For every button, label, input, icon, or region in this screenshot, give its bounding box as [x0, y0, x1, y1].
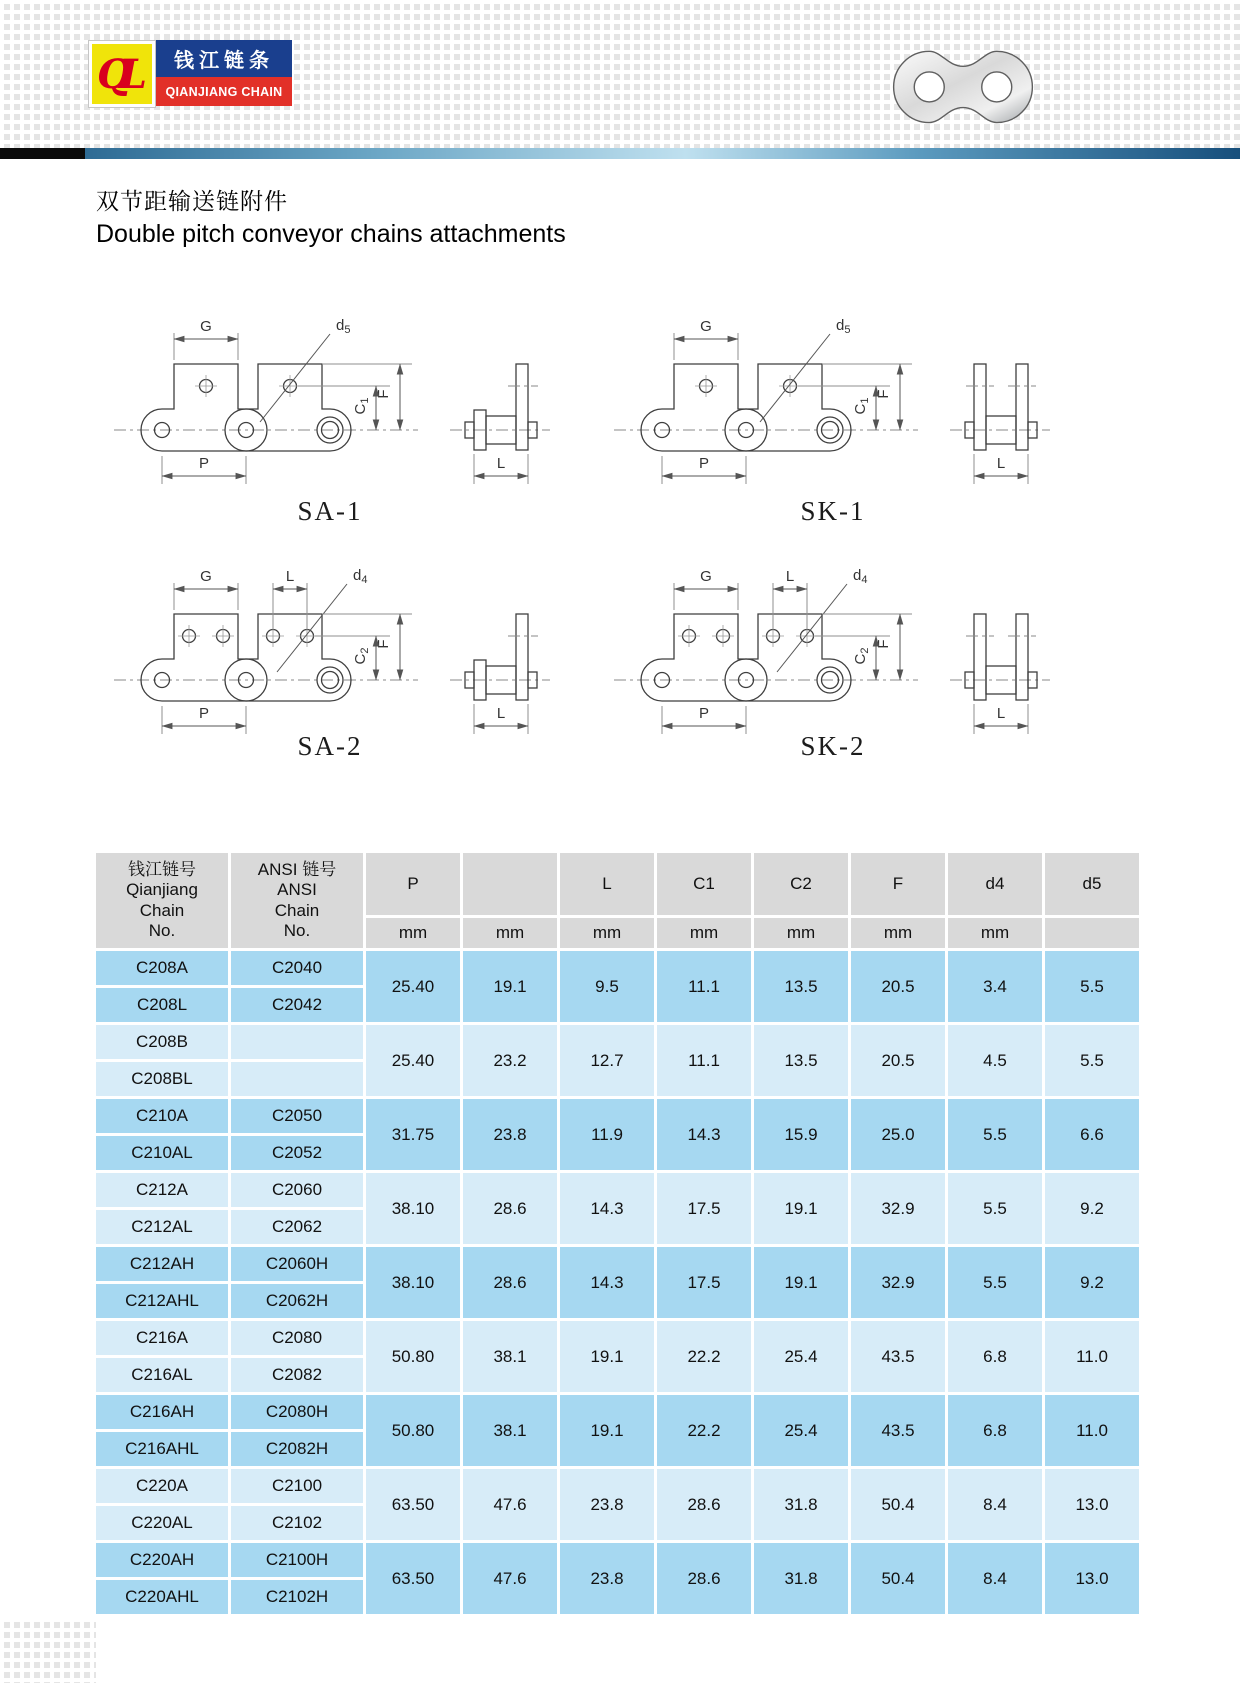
dim-label: L: [496, 705, 506, 722]
ansi-chain-no-cell: C2100H: [231, 1543, 363, 1577]
dim-label: $C_2$: [852, 647, 871, 665]
chain-row: [96, 1321, 1139, 1355]
brand-name-en: QIANJIANG CHAIN: [156, 77, 292, 106]
chain-row: [96, 1173, 1139, 1207]
divider-black-segment: [0, 148, 85, 159]
dim-value-cell: 47.6: [463, 1469, 557, 1540]
dim-label: $d_5$: [836, 317, 851, 336]
unit-cell: mm: [948, 918, 1042, 948]
dim-value-cell: 11.9: [560, 1099, 654, 1170]
dim-value-cell: 5.5: [1045, 951, 1139, 1022]
chain-row: [96, 1099, 1139, 1133]
dim-header-cell: C2: [754, 853, 848, 915]
dim-value-cell: 9.2: [1045, 1173, 1139, 1244]
dim-value-cell: 23.8: [463, 1099, 557, 1170]
brand-logo: [88, 40, 292, 108]
qianjiang-chain-no-cell: C220A: [96, 1469, 228, 1503]
qianjiang-chain-no-cell: C220AL: [96, 1506, 228, 1540]
dim-label: $d_4$: [853, 567, 868, 586]
dim-value-cell: 9.5: [560, 951, 654, 1022]
header-divider: [0, 148, 1240, 159]
brand-monogram-box: [88, 40, 156, 108]
dim-value-cell: 43.5: [851, 1321, 945, 1392]
dim-value-cell: 3.4: [948, 951, 1042, 1022]
dim-label: L: [496, 455, 506, 472]
dim-value-cell: 32.9: [851, 1247, 945, 1318]
dim-value-cell: 50.4: [851, 1543, 945, 1614]
qianjiang-chain-no-header: 钱江链号 Qianjiang Chain No.: [96, 853, 228, 948]
dim-value-cell: 19.1: [463, 951, 557, 1022]
dim-value-cell: 8.4: [948, 1469, 1042, 1540]
title-block: [96, 183, 566, 249]
dim-value-cell: 12.7: [560, 1025, 654, 1096]
dim-value-cell: 5.5: [948, 1247, 1042, 1318]
ansi-chain-no-header: ANSI 链号 ANSI Chain No.: [231, 853, 363, 948]
dim-label: G: [200, 568, 212, 585]
dim-value-cell: 11.0: [1045, 1395, 1139, 1466]
dim-value-cell: 50.80: [366, 1395, 460, 1466]
dim-value-cell: 11.0: [1045, 1321, 1139, 1392]
dim-value-cell: 23.8: [560, 1469, 654, 1540]
dim-value-cell: 25.40: [366, 951, 460, 1022]
dim-value-cell: 28.6: [463, 1247, 557, 1318]
dim-value-cell: 25.0: [851, 1099, 945, 1170]
dim-value-cell: 6.6: [1045, 1099, 1139, 1170]
dim-value-cell: 15.9: [754, 1099, 848, 1170]
dim-value-cell: 19.1: [560, 1321, 654, 1392]
dim-value-cell: 20.5: [851, 1025, 945, 1096]
dim-value-cell: 14.3: [657, 1099, 751, 1170]
dim-label: F: [875, 389, 892, 399]
dim-value-cell: 47.6: [463, 1543, 557, 1614]
dim-label: G: [200, 318, 212, 335]
dim-label: $C_1$: [852, 397, 871, 415]
dim-label: L: [996, 705, 1006, 722]
dim-label: $C_2$: [352, 647, 371, 665]
ansi-chain-no-cell: C2082: [231, 1358, 363, 1392]
dim-value-cell: 22.2: [657, 1395, 751, 1466]
brand-text: [156, 40, 292, 108]
dim-value-cell: 11.1: [657, 1025, 751, 1096]
dim-value-cell: 28.6: [657, 1469, 751, 1540]
dim-value-cell: 17.5: [657, 1173, 751, 1244]
chain-row: [96, 1395, 1139, 1429]
dim-value-cell: 13.0: [1045, 1469, 1139, 1540]
corner-texture: [0, 1618, 96, 1683]
dim-value-cell: 63.50: [366, 1469, 460, 1540]
dim-value-cell: 5.5: [948, 1173, 1042, 1244]
dim-value-cell: 28.6: [463, 1173, 557, 1244]
dim-value-cell: 6.8: [948, 1321, 1042, 1392]
dim-label: L: [785, 568, 795, 585]
ansi-chain-no-cell: C2080: [231, 1321, 363, 1355]
dim-header-cell: d4: [948, 853, 1042, 915]
dim-label: F: [875, 639, 892, 649]
dim-value-cell: 13.5: [754, 951, 848, 1022]
ansi-chain-no-cell: C2042: [231, 988, 363, 1022]
dim-label: $C_1$: [352, 397, 371, 415]
dim-value-cell: 19.1: [560, 1395, 654, 1466]
dim-label: L: [996, 455, 1006, 472]
unit-cell: mm: [657, 918, 751, 948]
dim-value-cell: 19.1: [754, 1247, 848, 1318]
dim-value-cell: 25.4: [754, 1321, 848, 1392]
qianjiang-chain-no-cell: C208B: [96, 1025, 228, 1059]
qianjiang-chain-no-cell: C216AL: [96, 1358, 228, 1392]
spec-table: [93, 850, 1142, 1617]
dim-label: F: [375, 389, 392, 399]
dim-label: P: [198, 455, 210, 472]
ansi-chain-no-cell: C2080H: [231, 1395, 363, 1429]
unit-cell: mm: [463, 918, 557, 948]
dim-value-cell: 43.5: [851, 1395, 945, 1466]
ansi-chain-no-cell: C2060H: [231, 1247, 363, 1281]
diagram-label-sk-1: SK-1: [800, 496, 866, 526]
dim-value-cell: 9.2: [1045, 1247, 1139, 1318]
ansi-chain-no-cell: C2040: [231, 951, 363, 985]
dim-header-cell: L: [560, 853, 654, 915]
chain-link-plate-icon: [888, 40, 1038, 132]
dim-value-cell: 13.0: [1045, 1543, 1139, 1614]
unit-cell: [1045, 918, 1139, 948]
unit-cell: mm: [366, 918, 460, 948]
ansi-chain-no-cell: C2062H: [231, 1284, 363, 1318]
qianjiang-chain-no-cell: C212A: [96, 1173, 228, 1207]
ansi-chain-no-cell: C2060: [231, 1173, 363, 1207]
diagram-label-sk-2: SK-2: [800, 731, 866, 761]
dim-value-cell: 25.4: [754, 1395, 848, 1466]
dim-value-cell: 38.1: [463, 1321, 557, 1392]
dim-value-cell: 50.80: [366, 1321, 460, 1392]
qianjiang-chain-no-cell: C216AHL: [96, 1432, 228, 1466]
unit-cell: mm: [560, 918, 654, 948]
brand-monogram: QL: [97, 50, 134, 98]
dim-value-cell: 22.2: [657, 1321, 751, 1392]
qianjiang-chain-no-cell: C212AH: [96, 1247, 228, 1281]
dim-value-cell: 32.9: [851, 1173, 945, 1244]
unit-cell: mm: [851, 918, 945, 948]
dim-header-cell: d5: [1045, 853, 1139, 915]
dim-label: P: [698, 705, 710, 722]
chain-row: [96, 1247, 1139, 1281]
dim-value-cell: 31.8: [754, 1469, 848, 1540]
dim-header-cell: [463, 853, 557, 915]
dim-label: P: [198, 705, 210, 722]
page-header: [0, 0, 1240, 148]
qianjiang-chain-no-cell: C220AH: [96, 1543, 228, 1577]
divider-gradient-segment: [85, 148, 1240, 159]
ansi-chain-no-cell: C2082H: [231, 1432, 363, 1466]
ansi-chain-no-cell: C2100: [231, 1469, 363, 1503]
dim-value-cell: 11.1: [657, 951, 751, 1022]
ansi-chain-no-cell: C2050: [231, 1099, 363, 1133]
dim-value-cell: 23.2: [463, 1025, 557, 1096]
chain-row: [96, 1543, 1139, 1577]
dim-label: G: [700, 318, 712, 335]
page-title-en: Double pitch conveyor chains attachments: [96, 220, 566, 248]
dim-value-cell: 6.8: [948, 1395, 1042, 1466]
diagram-label-sa-1: SA-1: [297, 496, 363, 526]
dim-value-cell: 31.8: [754, 1543, 848, 1614]
dim-header-cell: C1: [657, 853, 751, 915]
qianjiang-chain-no-cell: C208A: [96, 951, 228, 985]
dim-value-cell: 14.3: [560, 1173, 654, 1244]
qianjiang-chain-no-cell: C220AHL: [96, 1580, 228, 1614]
table-header-row: [96, 853, 1139, 915]
dim-value-cell: 50.4: [851, 1469, 945, 1540]
qianjiang-chain-no-cell: C212AHL: [96, 1284, 228, 1318]
dim-value-cell: 5.5: [948, 1099, 1042, 1170]
dim-value-cell: 38.10: [366, 1247, 460, 1318]
qianjiang-chain-no-cell: C208BL: [96, 1062, 228, 1096]
qianjiang-chain-no-cell: C208L: [96, 988, 228, 1022]
chain-row: [96, 1469, 1139, 1503]
ansi-chain-no-cell: C2062: [231, 1210, 363, 1244]
dim-value-cell: 17.5: [657, 1247, 751, 1318]
dim-value-cell: 13.5: [754, 1025, 848, 1096]
page-title-cn: 双节距输送链附件: [96, 188, 288, 214]
ansi-chain-no-cell: [231, 1062, 363, 1096]
qianjiang-chain-no-cell: C210A: [96, 1099, 228, 1133]
dim-value-cell: 4.5: [948, 1025, 1042, 1096]
dim-value-cell: 19.1: [754, 1173, 848, 1244]
dim-label: F: [375, 639, 392, 649]
chain-row: [96, 951, 1139, 985]
ansi-chain-no-cell: [231, 1025, 363, 1059]
dim-label: $d_5$: [336, 317, 351, 336]
dim-label: G: [700, 568, 712, 585]
brand-name-cn: 钱江链条: [156, 40, 292, 77]
dim-value-cell: 14.3: [560, 1247, 654, 1318]
ansi-chain-no-cell: C2052: [231, 1136, 363, 1170]
dim-value-cell: 63.50: [366, 1543, 460, 1614]
dim-value-cell: 38.1: [463, 1395, 557, 1466]
dim-header-cell: F: [851, 853, 945, 915]
dim-label: $d_4$: [353, 567, 368, 586]
ansi-chain-no-cell: C2102: [231, 1506, 363, 1540]
qianjiang-chain-no-cell: C216A: [96, 1321, 228, 1355]
qianjiang-chain-no-cell: C210AL: [96, 1136, 228, 1170]
dim-value-cell: 28.6: [657, 1543, 751, 1614]
dim-value-cell: 20.5: [851, 951, 945, 1022]
ansi-chain-no-cell: C2102H: [231, 1580, 363, 1614]
dim-value-cell: 8.4: [948, 1543, 1042, 1614]
qianjiang-chain-no-cell: C212AL: [96, 1210, 228, 1244]
dim-value-cell: 38.10: [366, 1173, 460, 1244]
diagram-label-sa-2: SA-2: [297, 731, 363, 761]
dim-label: L: [285, 568, 295, 585]
dim-header-cell: P: [366, 853, 460, 915]
dim-value-cell: 25.40: [366, 1025, 460, 1096]
dim-value-cell: 23.8: [560, 1543, 654, 1614]
chain-row: [96, 1025, 1139, 1059]
dim-value-cell: 5.5: [1045, 1025, 1139, 1096]
qianjiang-chain-no-cell: C216AH: [96, 1395, 228, 1429]
unit-cell: mm: [754, 918, 848, 948]
dim-value-cell: 31.75: [366, 1099, 460, 1170]
dim-label: P: [698, 455, 710, 472]
